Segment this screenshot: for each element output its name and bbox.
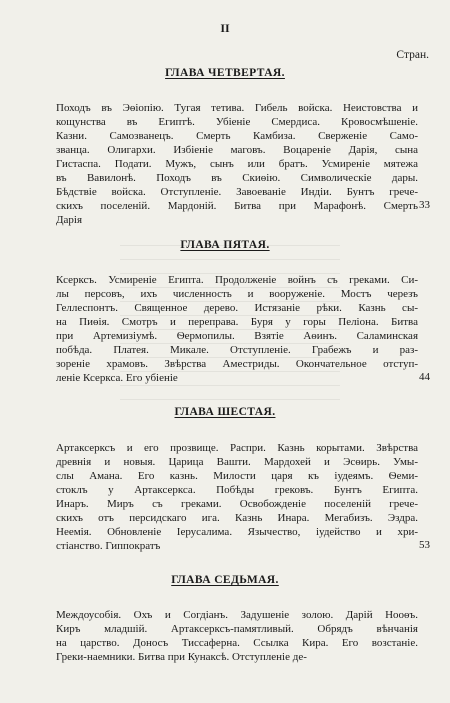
summary-line: Гистаспа. Подати. Мужъ, сынъ или братъ. Усмиреніе мятежа xyxy=(56,158,418,170)
summary-line: Ксерксъ. Усмиреніе Египта. Продолженіе войнъ съ греками. Си- xyxy=(56,274,418,286)
summary-line: Артаксерксъ и его прозвище. Распри. Казнь корытами. Звѣрства xyxy=(56,442,418,454)
page-number-roman: II xyxy=(220,21,230,35)
summary-line: Киръ младшій. Артаксерксъ-памятливый. Обрядъ вѣнчанія xyxy=(56,623,418,635)
summary-line: Греки-наемники. Битва при Кунаксѣ. Отступленіе де- xyxy=(56,651,307,663)
page-column-label: Стран. xyxy=(396,49,429,61)
summary-line: Геллеспонтъ. Священное дерево. Истязаніе рѣки. Казнь сы- xyxy=(56,302,418,314)
summary-line: зореніе храмовъ. Звѣрства Аместриды. Окончательное отступ- xyxy=(56,358,418,370)
summary-line: Походъ въ Эѳіопію. Тугая тетива. Гибель войска. Неистовства и xyxy=(56,102,418,114)
summary-line: скихъ поселеній. Мардоній. Битва при Марафонѣ. Смерть xyxy=(56,200,418,212)
summary-line: побѣда. Платея. Микале. Отступленіе. Грабежъ и раз- xyxy=(56,344,418,356)
summary-line: Дарія xyxy=(56,214,83,226)
chapter-title: ГЛАВА ЧЕТВЕРТАЯ. xyxy=(165,67,285,79)
chapter-title: ГЛАВА ШЕСТАЯ. xyxy=(174,406,276,418)
chapter-summary xyxy=(56,101,418,227)
summary-line: Междоусобія. Охъ и Согдіанъ. Задушеніе золою. Дарій Нооѳъ. xyxy=(56,609,418,621)
summary-line: стоклъ у Артаксеркса. Побѣды грековъ. Бунтъ Египта. xyxy=(56,484,418,496)
summary-line: званца. Олигархи. Избіеніе маговъ. Воцареніе Дарія, сына xyxy=(56,144,418,156)
summary-line: лы персовъ, ихъ численность и вооруженіе. Мостъ черезъ xyxy=(56,288,418,300)
chapter-page-number: 53 xyxy=(419,539,430,551)
chapter-summary xyxy=(56,608,418,664)
chapter-summary xyxy=(56,273,418,385)
summary-line: Бѣдствіе войска. Отступленіе. Завоеваніе Индіи. Бунтъ грече- xyxy=(56,186,418,198)
summary-line: леніе Ксеркса. Его убіеніе xyxy=(56,372,178,384)
summary-line: Казни. Самозванецъ. Смерть Камбиза. Сверженіе Само- xyxy=(56,130,418,142)
chapter-title: ГЛАВА СЕДЬМАЯ. xyxy=(171,574,279,586)
chapter-summary xyxy=(56,441,418,553)
summary-line: въ Вавилонѣ. Походъ въ Скиѳію. Символическіе дары. xyxy=(56,172,418,184)
summary-line: Инаръ. Миръ съ греками. Освобожденіе поселеній грече- xyxy=(56,498,418,510)
chapter-title: ГЛАВА ПЯТАЯ. xyxy=(180,239,270,251)
chapter-heading xyxy=(0,574,450,586)
summary-line: кощунства въ Египтѣ. Убіеніе Смердиса. Кровосмѣшеніе. xyxy=(56,116,418,128)
summary-line: при Артемизіумѣ. Ѳермопилы. Взятіе Аѳинъ. Саламинская xyxy=(56,330,418,342)
chapter-heading xyxy=(0,239,450,251)
chapter-page-number: 44 xyxy=(419,371,430,383)
summary-line: на Пиѳія. Смотръ и переправа. Буря у горы Пеліона. Битва xyxy=(56,316,418,328)
chapter-heading xyxy=(0,406,450,418)
summary-line: скихъ отъ персидскаго ига. Казнь Инара. Мегабизъ. Эздра. xyxy=(56,512,418,524)
summary-line: стіанство. Гиппократъ xyxy=(56,540,161,552)
summary-line: на царство. Доносъ Тиссаферна. Ссылка Кира. Его возстаніе. xyxy=(56,637,418,649)
summary-line: слы Амана. Его казнь. Милости царя къ іудеямъ. Ѳеми- xyxy=(56,470,418,482)
chapter-heading xyxy=(0,67,450,79)
chapter-page-number: 33 xyxy=(419,199,430,211)
summary-line: древнія и новыя. Царица Вашти. Мардохей и Эсѳирь. Умы- xyxy=(56,456,418,468)
summary-line: Неемія. Обновленіе Іерусалима. Язычество, іудейство и хри- xyxy=(56,526,418,538)
